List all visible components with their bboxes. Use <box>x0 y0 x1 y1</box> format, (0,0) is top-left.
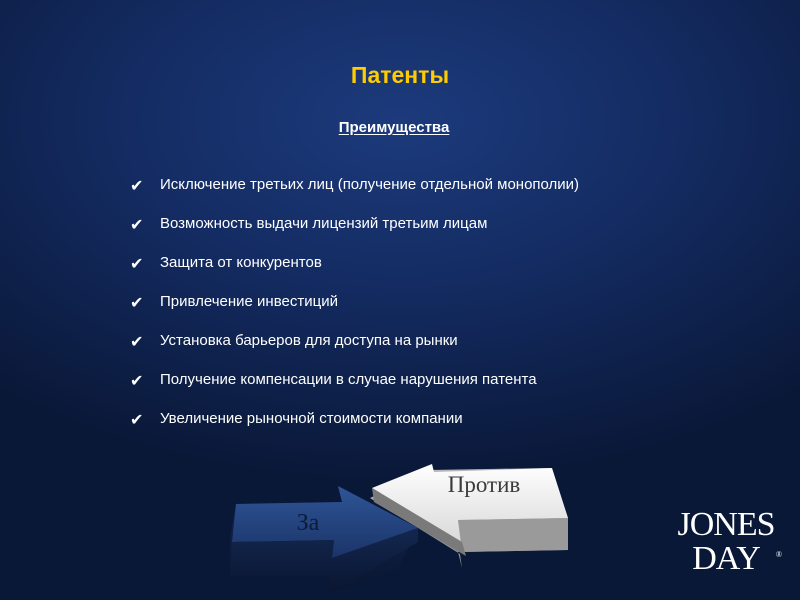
list-item <box>130 176 579 215</box>
list-item <box>130 332 579 371</box>
check-icon: ✔ <box>130 254 144 273</box>
list-item <box>130 215 579 254</box>
check-icon: ✔ <box>130 293 144 312</box>
list-item-text: Установка барьеров для доступа на рынки <box>160 332 458 349</box>
list-item <box>130 371 579 410</box>
check-icon: ✔ <box>130 215 144 234</box>
list-item-text: Возможность выдачи лицензий третьим лицам <box>160 215 488 232</box>
check-icon: ✔ <box>130 410 144 429</box>
check-icon: ✔ <box>130 176 144 195</box>
jones-day-logo <box>676 506 782 577</box>
slide-subtitle: Преимущества <box>338 119 450 136</box>
list-item <box>130 254 579 293</box>
list-item <box>130 293 579 332</box>
con-arrow-label: Против <box>447 472 521 497</box>
registered-mark: ® <box>775 550 782 559</box>
list-item-text: Исключение третьих лиц (получение отдельной монополии) <box>160 176 580 193</box>
logo-line-1: JONES <box>677 506 775 543</box>
list-item-text: Защита от конкурентов <box>160 254 322 271</box>
list-item-text: Увеличение рыночной стоимости компании <box>160 410 463 427</box>
list-item-text: Привлечение инвестиций <box>160 293 338 310</box>
pro-con-arrows-illustration <box>222 458 582 598</box>
list-item-text: Получение компенсации в случае нарушения патента <box>160 371 537 388</box>
check-icon: ✔ <box>130 332 144 351</box>
slide-title: Патенты <box>350 62 450 88</box>
list-item <box>130 410 579 449</box>
logo-line-2: DAY <box>692 540 760 577</box>
pro-arrow-label: За <box>296 510 320 536</box>
advantages-list <box>130 176 579 449</box>
check-icon: ✔ <box>130 371 144 390</box>
